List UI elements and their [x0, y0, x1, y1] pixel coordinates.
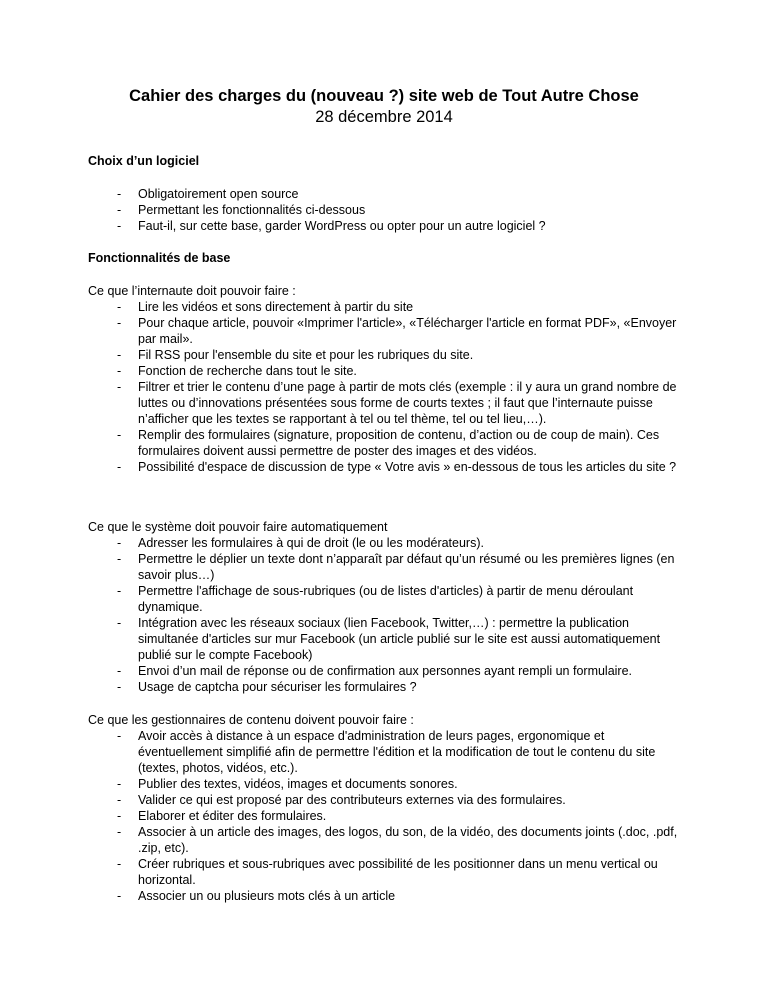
- list-item: - Remplir des formulaires (signature, proposition de contenu, d’action ou de coup de main). Ces formulaires doivent aussi permettre de poster des images et des vidéos.: [117, 428, 660, 458]
- list-item: - Usage de captcha pour sécuriser les formulaires ?: [117, 680, 417, 694]
- list-item: - Elaborer et éditer des formulaires.: [117, 809, 327, 823]
- document-date: 28 décembre 2014: [315, 108, 453, 126]
- list-item: - Lire les vidéos et sons directement à partir du site: [117, 300, 414, 314]
- list-item: - Filtrer et trier le contenu d’une page à partir de mots clés (exemple : il y aura un grand nombre de luttes ou d’innovations présentées sous forme de courts textes ; il faut que l’internaute puisse n’afficher que les textes se rapportant à tel ou tel thème, tel ou tel lieu,…).: [117, 380, 677, 426]
- list-item: - Faut-il, sur cette base, garder WordPress ou opter pour un autre logiciel ?: [117, 219, 546, 233]
- list-item: - Pour chaque article, pouvoir «Imprimer l'article», «Télécharger l'article en format PDF», «Envoyer par mail».: [117, 316, 677, 346]
- list-item: - Associer à un article des images, des logos, du son, de la vidéo, des documents joints (.doc, .pdf, .zip, etc).: [117, 825, 678, 855]
- section-heading-logiciel: Choix d’un logiciel: [88, 154, 200, 168]
- section-heading-base: Fonctionnalités de base: [88, 251, 231, 265]
- document-title: Cahier des charges du (nouveau ?) site web de Tout Autre Chose: [129, 87, 639, 105]
- list-item: - Envoi d’un mail de réponse ou de confirmation aux personnes ayant rempli un formulaire.: [117, 664, 633, 678]
- list-item: - Obligatoirement open source: [117, 187, 299, 201]
- list-item: - Valider ce qui est proposé par des contributeurs externes via des formulaires.: [117, 793, 566, 807]
- list-item: - Fil RSS pour l'ensemble du site et pour les rubriques du site.: [117, 348, 474, 362]
- list-item: - Associer un ou plusieurs mots clés à un article: [117, 889, 396, 903]
- list-item: - Permettre le déplier un texte dont n’apparaît par défaut qu’un résumé ou les premières lignes (en savoir plus…): [117, 552, 675, 582]
- gestionnaires-list: [117, 728, 692, 904]
- list-item: - Publier des textes, vidéos, images et documents sonores.: [117, 777, 458, 791]
- systeme-intro: Ce que le système doit pouvoir faire automatiquement: [88, 520, 388, 534]
- list-item: - Adresser les formulaires à qui de droit (le ou les modérateurs).: [117, 536, 484, 550]
- list-item: - Permettre l'affichage de sous-rubriques (ou de listes d'articles) à partir de menu déroulant dynamique.: [117, 584, 634, 614]
- internaute-list: [117, 299, 692, 475]
- list-item: - Avoir accès à distance à un espace d'administration de leurs pages, ergonomique et éventuellement simplifié afin de permettre l'édition et la modification de tout le contenu du site (textes, photos, vidéos, etc.).: [117, 729, 656, 775]
- list-item: - Fonction de recherche dans tout le site.: [117, 364, 357, 378]
- systeme-list: [117, 535, 685, 695]
- logiciel-list: [117, 186, 692, 234]
- list-item: - Créer rubriques et sous-rubriques avec possibilité de les positionner dans un menu vertical ou horizontal.: [117, 857, 658, 887]
- gestionnaires-intro: Ce que les gestionnaires de contenu doivent pouvoir faire :: [88, 713, 414, 727]
- internaute-intro: Ce que l’internaute doit pouvoir faire :: [88, 284, 296, 298]
- list-item: - Possibilité d'espace de discussion de type « Votre avis » en-dessous de tous les articles du site ?: [117, 460, 677, 474]
- list-item: - Permettant les fonctionnalités ci-dessous: [117, 203, 366, 217]
- list-item: - Intégration avec les réseaux sociaux (lien Facebook, Twitter,…) : permettre la publication simultanée d'articles sur mur Facebook (un article publié sur le site est aussi automatiquement publié sur le compte Facebook): [117, 616, 661, 662]
